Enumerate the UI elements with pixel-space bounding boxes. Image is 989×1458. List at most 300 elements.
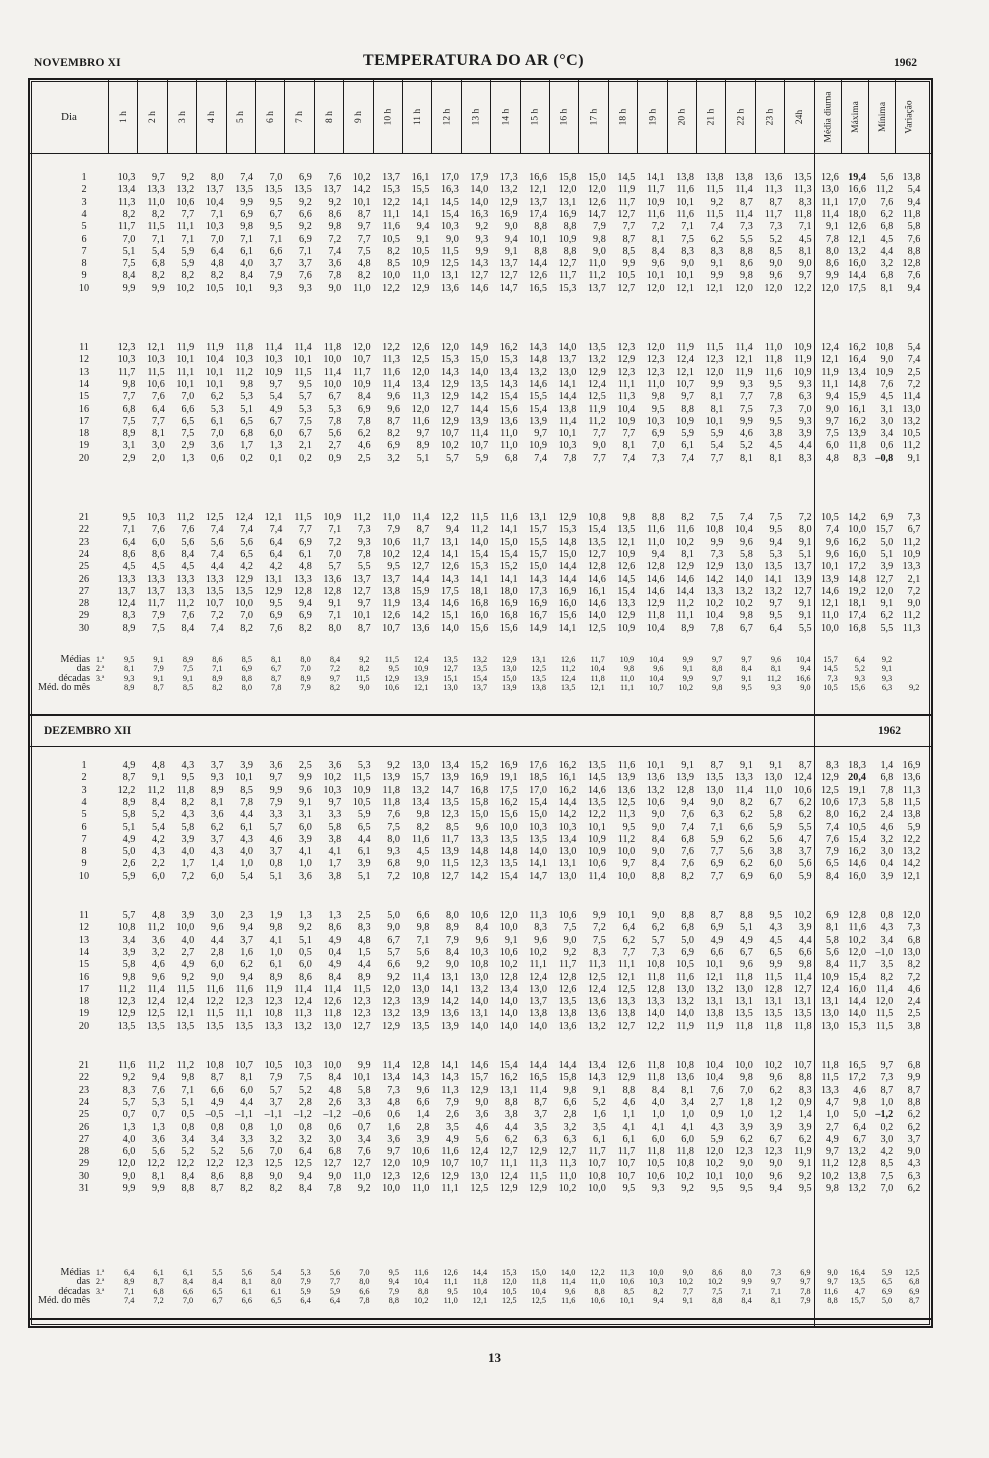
value-cell: 2,7: [328, 440, 342, 452]
value-cell: 4,6: [269, 833, 283, 845]
summary-cell: 5,3: [300, 1268, 311, 1277]
value-cell: 15,2: [470, 760, 489, 771]
value-cell: 8,7: [798, 760, 812, 771]
value-cell: 14,8: [848, 378, 866, 390]
value-cell: 7,3: [387, 1084, 400, 1096]
value-cell: 10,3: [146, 512, 165, 523]
value-cell: 7,4: [740, 512, 753, 523]
summary-cell: 7,1: [124, 1286, 135, 1296]
value-cell: 6,6: [416, 910, 430, 921]
value-cell: 10,4: [205, 196, 224, 208]
value-cell: 12,3: [470, 858, 489, 870]
value-cell: 12,9: [529, 1146, 547, 1158]
value-cell: 14,2: [558, 809, 577, 821]
value-cell: 9,8: [740, 270, 753, 282]
summary-cell: 9,2: [909, 683, 920, 693]
value-cell: 12,3: [264, 996, 283, 1008]
value-cell: 12,9: [676, 561, 694, 573]
value-cell: 12,3: [382, 1170, 400, 1182]
value-cell: 10,3: [117, 172, 136, 183]
value-cell: 8,8: [534, 221, 547, 233]
value-cell: 12,9: [440, 415, 459, 427]
value-cell: 0,5: [299, 946, 312, 958]
value-cell: 7,2: [907, 971, 921, 983]
value-cell: 4,6: [152, 959, 165, 971]
value-cell: 8,4: [240, 270, 253, 282]
value-cell: 9,9: [740, 415, 753, 427]
value-cell: 11,9: [588, 403, 606, 415]
value-cell: 10,1: [176, 354, 195, 366]
value-cell: 5,9: [710, 428, 724, 440]
value-cell: 9,8: [181, 1072, 195, 1084]
value-cell: 11,6: [676, 524, 694, 536]
value-cell: 15,0: [558, 548, 577, 560]
value-cell: 5,7: [269, 821, 283, 833]
value-cell: 9,6: [475, 934, 489, 946]
value-cell: 6,9: [269, 610, 283, 622]
value-cell: 5,2: [593, 1096, 606, 1108]
value-cell: 7,6: [299, 270, 312, 282]
summary-cell: 6,9: [909, 1286, 920, 1296]
value-cell: 10,5: [617, 270, 636, 282]
value-cell: 12,4: [793, 772, 812, 784]
value-cell: 3,7: [210, 833, 224, 845]
value-cell: 11,3: [558, 1158, 577, 1170]
value-cell: 11,9: [676, 342, 694, 353]
value-cell: 12,7: [499, 1146, 518, 1158]
value-cell: 9,4: [299, 598, 312, 610]
value-cell: 13,2: [470, 983, 489, 995]
value-cell: 10,2: [793, 910, 812, 921]
summary-cell: 8,5: [623, 1286, 635, 1296]
value-cell: 0,8: [299, 1121, 312, 1133]
column-header-label: 18 h: [618, 108, 629, 125]
value-cell: 7,7: [593, 428, 606, 440]
value-cell: 11,7: [617, 196, 636, 208]
summary-cell: 5,6: [329, 1268, 341, 1277]
value-cell: 13,1: [470, 1008, 489, 1020]
summary-cell: 6,9: [881, 1286, 893, 1296]
value-cell: 15,3: [382, 184, 400, 196]
value-cell: 11,3: [117, 196, 136, 208]
value-cell: 6,4: [299, 1146, 312, 1158]
value-cell: 3,7: [240, 934, 253, 946]
value-cell: 13,8: [558, 403, 577, 415]
summary-cell: 7,9: [300, 683, 311, 693]
value-cell: 8,2: [681, 870, 694, 882]
value-cell: 10,3: [146, 354, 165, 366]
value-cell: 6,4: [210, 245, 224, 257]
value-cell: 11,5: [353, 772, 371, 784]
value-cell: 3,6: [328, 760, 342, 771]
value-cell: 11,6: [411, 415, 430, 427]
value-cell: 1,0: [880, 1096, 894, 1108]
table-row: [30, 440, 931, 452]
value-cell: 13,5: [793, 1008, 812, 1020]
value-cell: 11,8: [647, 1146, 665, 1158]
value-cell: 14,4: [558, 796, 577, 808]
value-cell: 7,9: [826, 846, 839, 858]
day-cell: 22: [78, 524, 90, 536]
value-cell: 13,3: [117, 573, 136, 585]
value-cell: 6,0: [210, 870, 224, 882]
value-cell: 13,5: [793, 172, 812, 183]
summary-cell: 15,3: [502, 1268, 517, 1277]
value-cell: 13,1: [440, 971, 459, 983]
value-cell: 6,1: [269, 959, 283, 971]
summary-cell: 6,5: [271, 1296, 282, 1306]
value-cell: 5,1: [880, 548, 894, 560]
value-cell: 5,9: [122, 870, 136, 882]
summary-cell: 13,1: [531, 655, 546, 664]
value-cell: 12,4: [470, 1146, 489, 1158]
table-row: [30, 537, 931, 549]
summary-cell: 8,0: [271, 1277, 282, 1287]
value-cell: 3,2: [563, 1121, 577, 1133]
value-cell: 9,6: [651, 258, 665, 270]
value-cell: 7,6: [152, 391, 165, 403]
value-cell: 11,5: [294, 512, 312, 523]
value-cell: 12,7: [558, 258, 577, 270]
value-cell: 4,5: [416, 846, 430, 858]
summary-cell: 11,8: [472, 1277, 488, 1287]
day-cell: 6: [81, 821, 87, 833]
value-cell: 8,9: [446, 922, 459, 934]
value-cell: 12,1: [902, 870, 921, 882]
summary-cell: 10,4: [590, 664, 605, 674]
value-cell: 8,2: [299, 622, 312, 634]
value-cell: 0,6: [880, 440, 894, 452]
value-cell: –0,8: [875, 452, 894, 464]
value-cell: 9,2: [299, 196, 312, 208]
summary-cell: 13,9: [413, 673, 429, 683]
summary-cell: 8,7: [153, 683, 164, 693]
value-cell: 13,3: [264, 1020, 283, 1032]
value-cell: 11,4: [411, 971, 430, 983]
summary-row: [30, 674, 931, 683]
table-row: [30, 972, 931, 984]
column-header: [520, 80, 550, 153]
value-cell: 3,7: [299, 258, 312, 270]
value-cell: 11,0: [353, 1170, 371, 1182]
value-cell: 8,2: [740, 796, 753, 808]
day-cell: 19: [78, 440, 90, 452]
value-cell: 13,8: [676, 172, 694, 183]
value-cell: 15,9: [848, 391, 866, 403]
value-cell: 9,8: [122, 378, 136, 390]
summary-cell: 8,7: [909, 1296, 920, 1306]
day-cell: 13: [78, 934, 90, 946]
value-cell: 12,9: [617, 610, 636, 622]
value-cell: 5,1: [269, 870, 283, 882]
value-cell: 11,8: [764, 354, 783, 366]
value-cell: 9,8: [826, 1183, 839, 1194]
value-cell: 9,4: [504, 233, 518, 245]
table-row: [30, 772, 931, 784]
value-cell: 10,7: [617, 1170, 636, 1182]
value-cell: 1,4: [416, 1109, 430, 1121]
value-cell: 11,6: [500, 512, 518, 523]
column-header-label: 8 h: [324, 110, 335, 123]
value-cell: 4,6: [740, 428, 753, 440]
day-cell: 8: [81, 258, 87, 270]
value-cell: 9,1: [152, 772, 165, 784]
value-cell: 6,9: [880, 512, 894, 523]
day-cell: 3: [81, 196, 87, 208]
value-cell: 6,8: [907, 934, 921, 946]
value-cell: 3,9: [181, 910, 195, 921]
value-cell: 11,7: [411, 536, 430, 548]
summary-cell: 15,6: [850, 683, 865, 693]
summary-row: [30, 1277, 931, 1286]
value-cell: 7,1: [416, 934, 430, 946]
value-cell: 8,1: [826, 922, 839, 934]
summary-cell: 6,5: [881, 1277, 893, 1287]
value-cell: 0,4: [328, 946, 342, 958]
value-cell: 11,5: [705, 342, 724, 353]
value-cell: 9,7: [681, 391, 694, 403]
value-cell: 0,9: [798, 1096, 812, 1108]
value-cell: 12,0: [382, 983, 400, 995]
value-cell: 9,7: [798, 270, 812, 282]
summary-cell: 4,7: [854, 1286, 865, 1296]
value-cell: 13,2: [734, 585, 753, 597]
value-cell: 14,0: [529, 1020, 547, 1032]
summary-cell: 9,6: [770, 655, 782, 664]
value-cell: 9,2: [357, 1183, 371, 1194]
value-cell: 7,5: [122, 258, 136, 270]
value-cell: 18,1: [470, 585, 489, 597]
value-cell: 10,2: [676, 1170, 694, 1182]
column-header-dia: [30, 80, 108, 153]
value-cell: 9,4: [907, 282, 921, 294]
value-cell: 4,1: [269, 934, 283, 946]
value-cell: 14,0: [734, 573, 753, 585]
value-cell: 13,5: [235, 184, 253, 196]
summary-cell: 6,1: [241, 1286, 252, 1296]
value-cell: 12,3: [117, 996, 136, 1008]
value-cell: 13,2: [902, 846, 921, 858]
summary-cell: 9,5: [388, 664, 399, 674]
value-cell: 3,6: [475, 1109, 489, 1121]
value-cell: 2,9: [181, 440, 195, 452]
value-cell: 6,5: [826, 858, 839, 870]
value-cell: 11,8: [647, 971, 665, 983]
value-cell: 15,0: [470, 809, 489, 821]
value-cell: 14,3: [440, 1072, 459, 1084]
value-cell: 16,2: [848, 342, 866, 353]
value-cell: 11,2: [117, 983, 136, 995]
value-cell: 10,8: [117, 922, 136, 934]
summary-cell: 5,9: [329, 1286, 341, 1296]
value-cell: 9,5: [798, 1183, 812, 1194]
summary-cell: 10,4: [472, 1286, 488, 1296]
value-cell: 7,6: [681, 846, 694, 858]
value-cell: 7,7: [299, 524, 312, 536]
value-cell: 14,8: [848, 573, 866, 585]
value-cell: 2,5: [907, 366, 921, 378]
value-cell: 12,9: [499, 1183, 518, 1194]
summary-cell: 9,7: [770, 1277, 782, 1287]
column-header-label: 24h: [794, 109, 805, 124]
value-cell: 6,8: [504, 452, 518, 464]
value-cell: 6,0: [769, 870, 783, 882]
summary-cell: 12,2: [590, 1268, 605, 1277]
value-cell: 1,0: [826, 1109, 839, 1121]
value-cell: 13,3: [146, 184, 165, 196]
summary-cell: 8,7: [153, 1277, 164, 1287]
value-cell: 14,3: [529, 573, 547, 585]
value-cell: 8,1: [710, 391, 724, 403]
value-cell: 13,5: [764, 561, 783, 573]
value-cell: 7,1: [210, 208, 224, 220]
value-cell: 12,7: [323, 1158, 342, 1170]
value-cell: 1,1: [622, 1109, 636, 1121]
value-cell: 10,4: [205, 354, 224, 366]
summary-cell: 10,4: [531, 1286, 546, 1296]
value-cell: 9,2: [416, 959, 430, 971]
value-cell: 1,4: [798, 1109, 812, 1121]
decade-label: 2.ª: [96, 1277, 105, 1287]
value-cell: 3,9: [357, 858, 371, 870]
value-cell: 13,2: [382, 1008, 400, 1020]
value-cell: 3,9: [798, 428, 812, 440]
value-cell: 6,1: [593, 1133, 606, 1145]
value-cell: 12,9: [529, 1183, 547, 1194]
value-cell: 1,3: [181, 452, 195, 464]
value-cell: 8,7: [387, 415, 400, 427]
value-cell: 8,1: [622, 440, 636, 452]
value-cell: 6,8: [387, 858, 400, 870]
value-cell: 9,2: [387, 760, 400, 771]
value-cell: 11,0: [500, 428, 518, 440]
value-cell: 6,8: [152, 258, 165, 270]
value-cell: 5,6: [181, 536, 195, 548]
value-cell: 13,6: [499, 415, 518, 427]
summary-cell: 12,5: [531, 1296, 546, 1306]
value-cell: 4,8: [210, 258, 224, 270]
summary-cell: 9,7: [827, 1277, 838, 1287]
value-cell: 8,2: [387, 245, 400, 257]
value-cell: 8,8: [651, 870, 665, 882]
value-cell: 11,2: [821, 1158, 839, 1170]
summary-cell: 13,5: [531, 673, 546, 683]
day-cell: 28: [78, 598, 90, 610]
value-cell: 12,7: [793, 585, 812, 597]
value-cell: 11,3: [764, 184, 783, 196]
value-cell: 11,9: [705, 1020, 724, 1032]
summary-cell: 9,1: [153, 655, 164, 664]
value-cell: 12,3: [117, 342, 136, 353]
value-cell: 7,0: [880, 1183, 894, 1194]
value-cell: 10,1: [617, 910, 636, 921]
value-cell: 12,9: [587, 366, 606, 378]
value-cell: 17,4: [529, 208, 547, 220]
summary-cell: 7,2: [329, 664, 341, 674]
value-cell: 11,3: [617, 391, 636, 403]
value-cell: 8,4: [328, 971, 342, 983]
table-row: [30, 1146, 931, 1158]
value-cell: 4,4: [210, 934, 224, 946]
value-cell: 12,7: [558, 1146, 577, 1158]
value-cell: 15,7: [411, 772, 430, 784]
value-cell: 11,0: [764, 342, 783, 353]
value-cell: 11,8: [735, 971, 753, 983]
value-cell: 11,1: [500, 1158, 518, 1170]
value-cell: 10,9: [411, 1158, 430, 1170]
value-cell: 12,0: [734, 282, 753, 294]
value-cell: 4,6: [880, 821, 894, 833]
value-cell: 12,1: [820, 354, 839, 366]
value-cell: 9,6: [299, 784, 312, 796]
summary-label-line: das: [76, 1276, 90, 1288]
decade-label: 3.ª: [96, 673, 105, 683]
value-cell: 1,0: [240, 858, 253, 870]
value-cell: 8,6: [152, 548, 165, 560]
value-cell: 13,7: [117, 585, 136, 597]
value-cell: 2,5: [357, 910, 371, 921]
value-cell: 9,5: [387, 561, 400, 573]
value-cell: 6,2: [740, 809, 753, 821]
value-cell: 10,6: [411, 1146, 430, 1158]
value-cell: 14,4: [558, 573, 577, 585]
value-cell: 18,3: [848, 760, 866, 771]
value-cell: 2,5: [907, 1008, 921, 1020]
table-row: [30, 1085, 931, 1097]
value-cell: 3,2: [299, 1133, 312, 1145]
column-header-label: 1 h: [118, 110, 129, 123]
value-cell: 11,4: [735, 342, 753, 353]
value-cell: 15,3: [440, 354, 459, 366]
value-cell: 10,8: [470, 959, 489, 971]
value-cell: 8,4: [651, 245, 665, 257]
value-cell: 6,1: [357, 846, 371, 858]
table-row: [30, 1158, 931, 1170]
table-row: [30, 549, 931, 561]
value-cell: 12,9: [264, 585, 283, 597]
value-cell: 12,6: [617, 561, 636, 573]
value-cell: 8,3: [681, 245, 694, 257]
value-cell: 6,2: [710, 233, 724, 245]
value-cell: 8,8: [563, 221, 577, 233]
value-cell: 7,4: [681, 821, 694, 833]
summary-cell: 9,7: [800, 1277, 811, 1287]
value-cell: 9,7: [269, 772, 283, 784]
value-cell: 14,4: [529, 258, 547, 270]
value-cell: 13,3: [176, 585, 195, 597]
value-cell: 6,2: [622, 934, 636, 946]
value-cell: 11,5: [206, 1008, 224, 1020]
value-cell: 14,7: [529, 870, 547, 882]
value-cell: 14,0: [646, 1008, 665, 1020]
value-cell: 13,9: [617, 772, 636, 784]
value-cell: 17,2: [848, 1072, 866, 1084]
value-cell: 14,4: [470, 403, 489, 415]
table-row: [30, 871, 931, 883]
summary-cell: 11,8: [531, 1277, 546, 1287]
summary-cell: 9,1: [182, 673, 194, 683]
value-cell: 12,8: [764, 983, 783, 995]
value-cell: 7,7: [181, 208, 195, 220]
value-cell: 7,1: [152, 233, 165, 245]
value-cell: 8,3: [853, 452, 866, 464]
value-cell: 10,2: [820, 1170, 839, 1182]
value-cell: 14,0: [470, 196, 489, 208]
value-cell: 14,1: [440, 548, 459, 560]
value-cell: 12,7: [499, 270, 518, 282]
value-cell: 11,0: [821, 610, 839, 622]
value-cell: 12,5: [264, 1158, 283, 1170]
